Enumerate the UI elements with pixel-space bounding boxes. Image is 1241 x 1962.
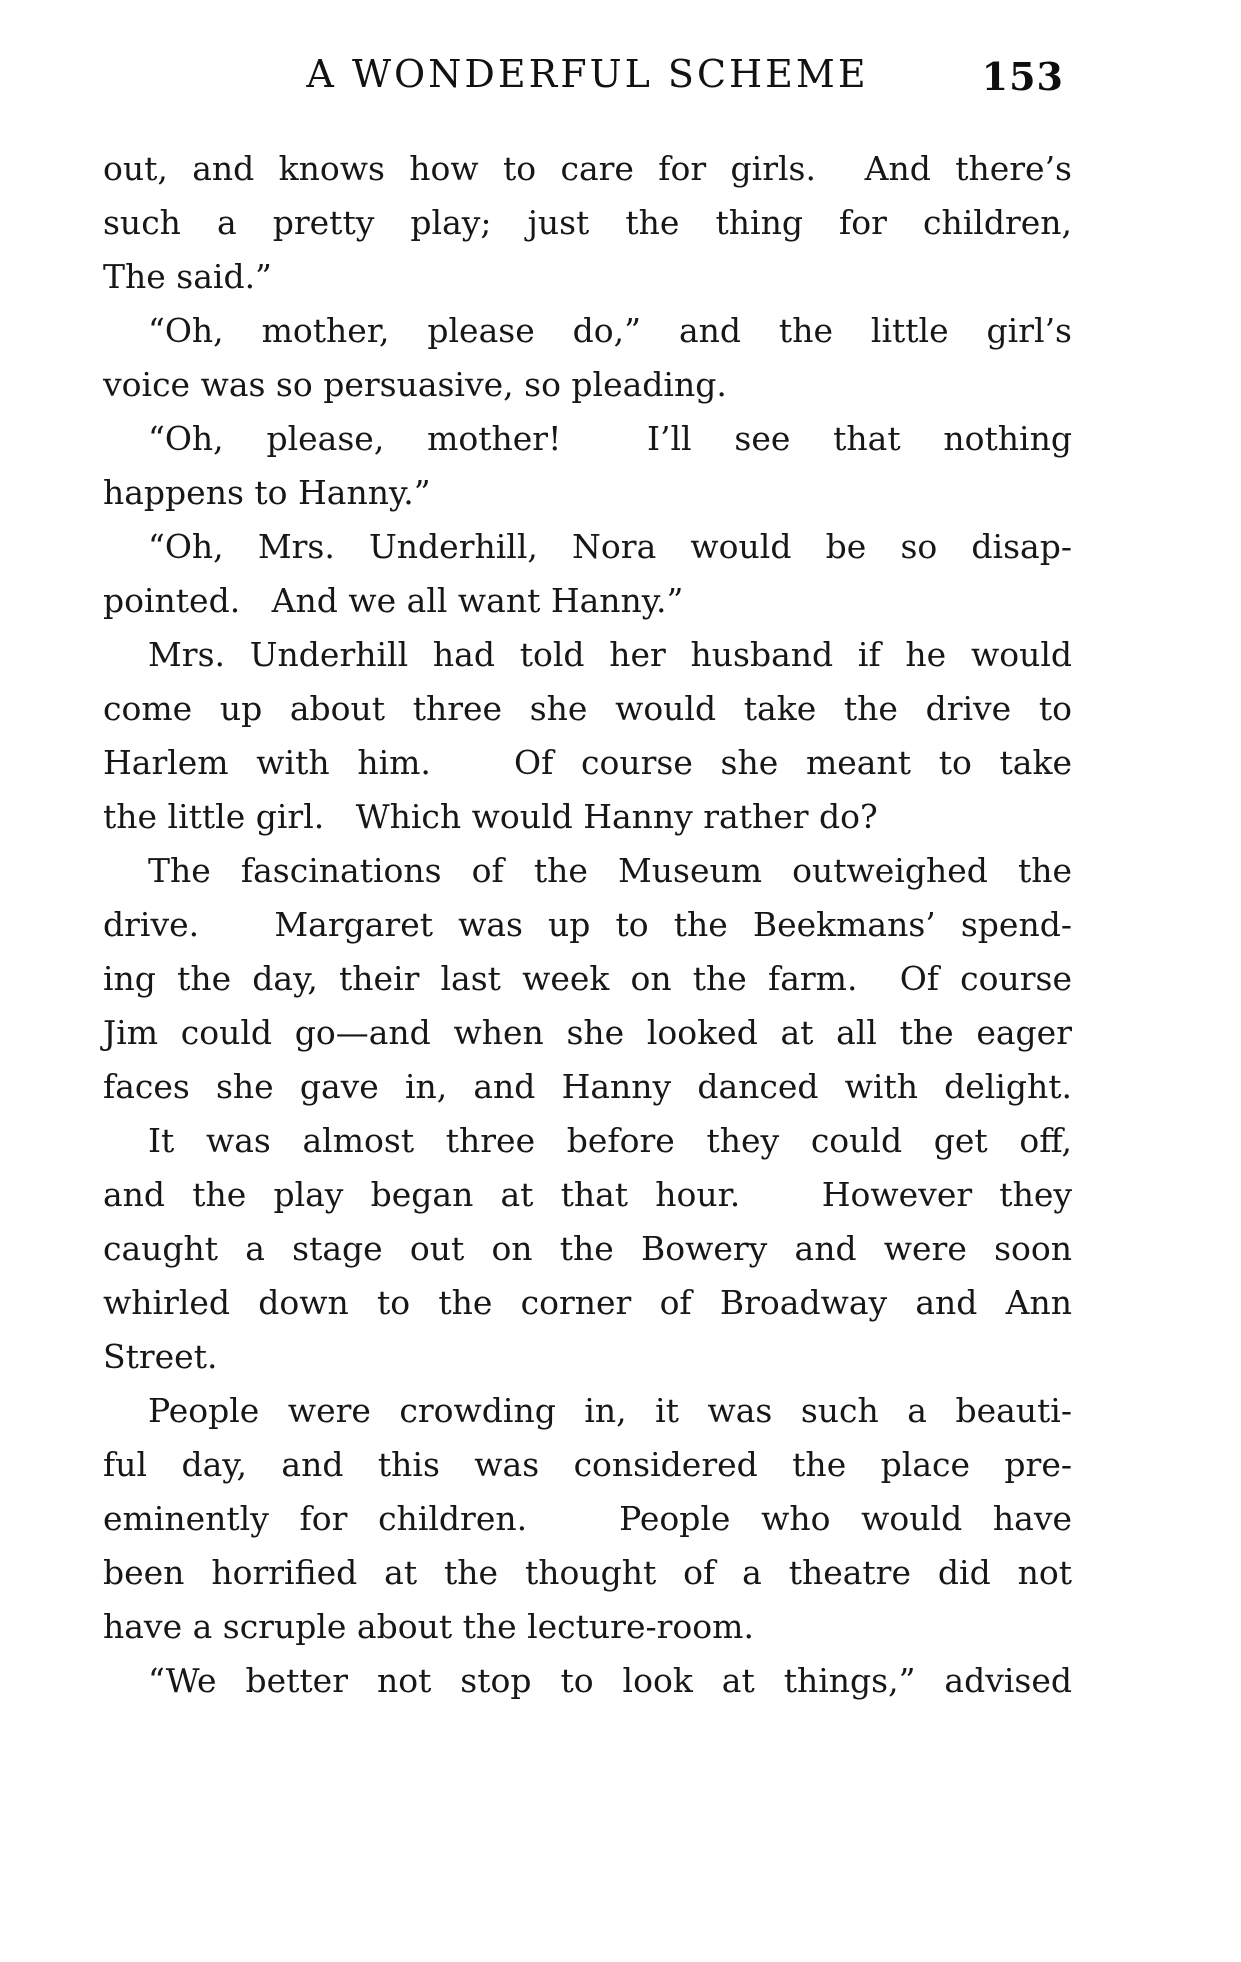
running-head	[103, 52, 1072, 99]
text-line: Street.	[103, 1337, 218, 1376]
text-line: have a scruple about the lecture-room.	[103, 1607, 754, 1646]
text-line: “Oh, Mrs. Underhill, Nora would be so disap-	[148, 527, 1072, 566]
text-line: eminently for children. People who would have	[103, 1499, 1072, 1538]
text-line: “We better not stop to look at things,” advised	[148, 1661, 1072, 1700]
text-line: the little girl. Which would Hanny rather do?	[103, 797, 878, 836]
text-line: whirled down to the corner of Broadway and Ann	[103, 1283, 1072, 1322]
text-line: drive. Margaret was up to the Beekmans’ spend-	[103, 905, 1072, 944]
text-line: Jim could go—and when she looked at all the eager	[103, 1013, 1072, 1052]
text-line: “Oh, please, mother! I’ll see that nothing	[148, 419, 1072, 458]
text-line: “Oh, mother, please do,” and the little girl’s	[148, 311, 1072, 350]
text-line: People were crowding in, it was such a beauti-	[148, 1391, 1072, 1430]
text-line: such a pretty play; just the thing for children,	[103, 203, 1072, 242]
text-line: pointed. And we all want Hanny.”	[103, 581, 684, 620]
chapter-title: A WONDERFUL SCHEME	[306, 52, 869, 96]
text-line: It was almost three before they could get off,	[148, 1121, 1072, 1160]
text-line: Mrs. Underhill had told her husband if he would	[148, 635, 1072, 674]
text-line: Harlem with him. Of course she meant to take	[103, 743, 1072, 782]
text-line: been horrified at the thought of a theatre did not	[103, 1553, 1072, 1592]
page-number: 153	[981, 54, 1064, 99]
text-line: and the play began at that hour. However they	[103, 1175, 1072, 1214]
text-line: ful day, and this was considered the place pre-	[103, 1445, 1072, 1484]
text-line: ing the day, their last week on the farm. Of course	[103, 959, 1072, 998]
text-line: The said.”	[103, 257, 272, 296]
text-line: happens to Hanny.”	[103, 473, 431, 512]
page-body	[103, 142, 1072, 1708]
text-line: voice was so persuasive, so pleading.	[103, 365, 727, 404]
text-line: The fascinations of the Museum outweighed the	[148, 851, 1072, 890]
text-line: come up about three she would take the drive to	[103, 689, 1072, 728]
text-line: out, and knows how to care for girls. And there’s	[103, 149, 1072, 188]
text-line: faces she gave in, and Hanny danced with delight.	[103, 1067, 1072, 1106]
text-line: caught a stage out on the Bowery and were soon	[103, 1229, 1072, 1268]
